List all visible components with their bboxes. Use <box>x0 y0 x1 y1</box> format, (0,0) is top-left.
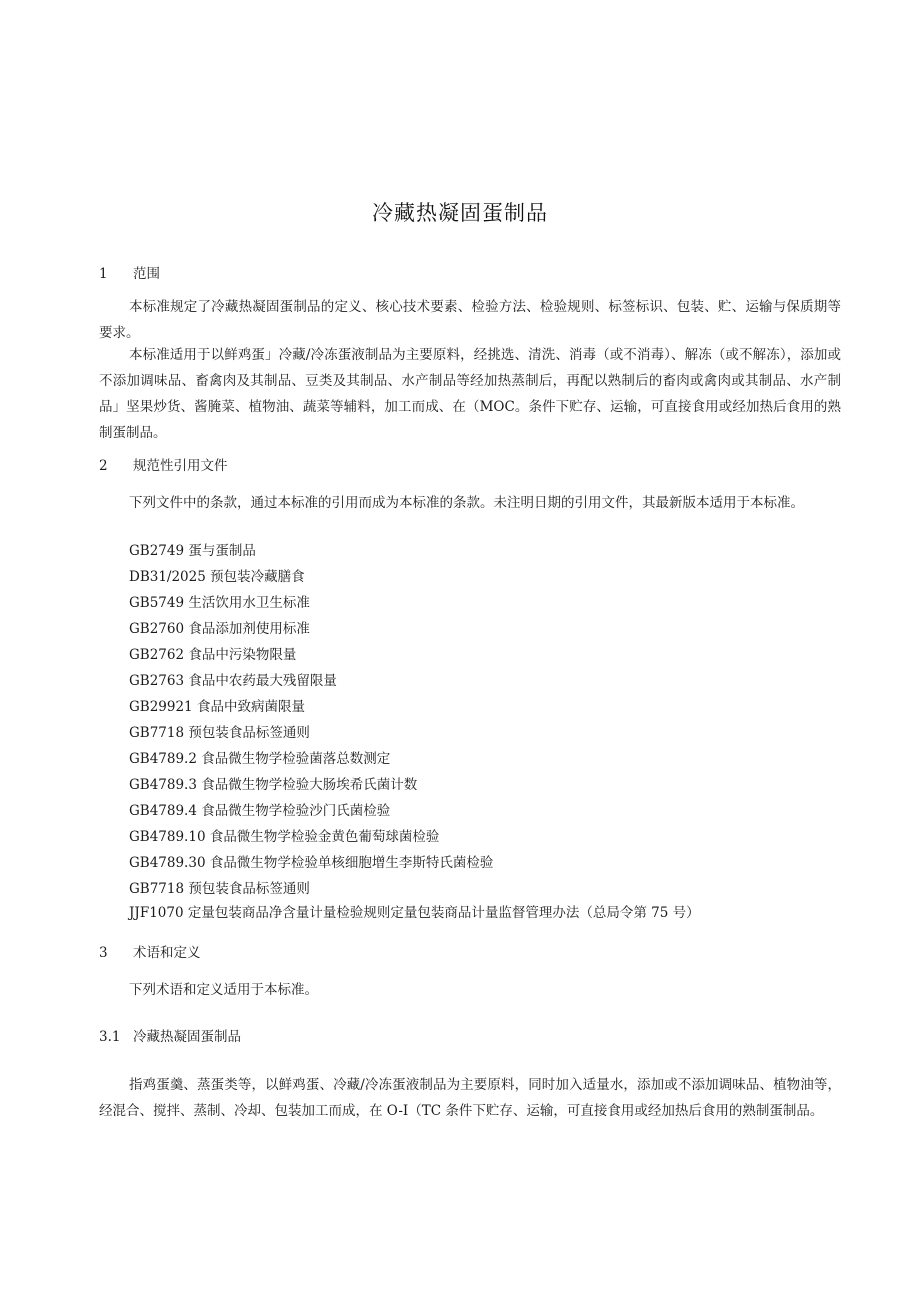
section-3-1-paragraph-1: 指鸡蛋羹、蒸蛋类等，以鲜鸡蛋、冷藏/冷冻蛋液制品为主要原料，同时加入适量水，添加或不添加调味品、植物油等，经混合、搅拌、蒸制、冷却、包装加工而成，在 O-I（TC 条件下贮存、运输，可直接食用或经加热后食用的熟制蛋制品。 <box>99 1077 841 1119</box>
reference-item: GB2762 食品中污染物限量 <box>129 647 297 663</box>
reference-item: GB7718 预包装食品标签通则 <box>129 881 310 897</box>
section-2-heading <box>99 457 228 475</box>
reference-item: GB29921 食品中致病菌限量 <box>129 699 305 715</box>
reference-item: GB4789.4 食品微生物学检验沙门氏菌检验 <box>129 803 391 819</box>
reference-list <box>129 538 700 924</box>
section-number: 1 <box>99 266 108 282</box>
section-title: 范围 <box>133 266 160 282</box>
reference-item: GB2763 食品中农药最大残留限量 <box>129 673 337 689</box>
section-3-paragraph-1: 下列术语和定义适用于本标准。 <box>129 982 318 998</box>
section-3-heading <box>99 944 201 962</box>
section-1-heading <box>99 265 160 283</box>
section-1-paragraph-2: 本标准适用于以鲜鸡蛋」冷藏/冷冻蛋液制品为主要原料，经挑选、清洗、消毒（或不消毒）、解冻（或不解冻），添加或不添加调味品、畜禽肉及其制品、豆类及其制品、水产制品等经加热蒸制后，再配以熟制后的畜肉或禽肉或其制品、水产制品」坚果炒货、酱腌菜、植物油、蔬菜等辅料，加工而成、在（MOC。条件下贮存、运输，可直接食用或经加热后食用的熟制蛋制品。 <box>99 347 841 441</box>
reference-item: GB4789.10 食品微生物学检验金黄色葡萄球菌检验 <box>129 829 440 845</box>
reference-item: GB4789.2 食品微生物学检验菌落总数测定 <box>129 751 391 767</box>
section-number: 2 <box>99 458 108 474</box>
reference-item: GB5749 生活饮用水卫生标准 <box>129 595 310 611</box>
reference-item: GB2760 食品添加剂使用标准 <box>129 621 310 637</box>
reference-item: GB4789.30 食品微生物学检验单核细胞增生李斯特氏菌检验 <box>129 855 494 871</box>
reference-item: DB31/2025 预包装冷藏膳食 <box>129 569 305 585</box>
reference-item: GB4789.3 食品微生物学检验大肠埃希氏菌计数 <box>129 777 418 793</box>
document-title: 冷藏热凝固蛋制品 <box>372 201 548 225</box>
section-number: 3.1 <box>99 1029 121 1045</box>
section-2-paragraph-1: 下列文件中的条款，通过本标准的引用而成为本标准的条款。未注明日期的引用文件，其最新版本适用于本标准。 <box>129 495 804 511</box>
section-title: 冷藏热凝固蛋制品 <box>133 1029 241 1045</box>
section-1-paragraph-1: 本标准规定了冷藏热凝固蛋制品的定义、核心技术要素、检验方法、检验规则、标签标识、包装、贮、运输与保质期等要求。 <box>99 299 841 341</box>
reference-item: GB2749 蛋与蛋制品 <box>129 543 256 559</box>
reference-item: GB7718 预包装食品标签通则 <box>129 725 310 741</box>
section-title: 术语和定义 <box>133 945 201 961</box>
reference-item: JJF1070 定量包装商品净含量计量检验规则定量包装商品计量监督管理办法（总局令第 75 号） <box>129 905 700 921</box>
section-title: 规范性引用文件 <box>133 458 228 474</box>
section-3-1-heading <box>99 1028 241 1046</box>
section-number: 3 <box>99 945 108 961</box>
